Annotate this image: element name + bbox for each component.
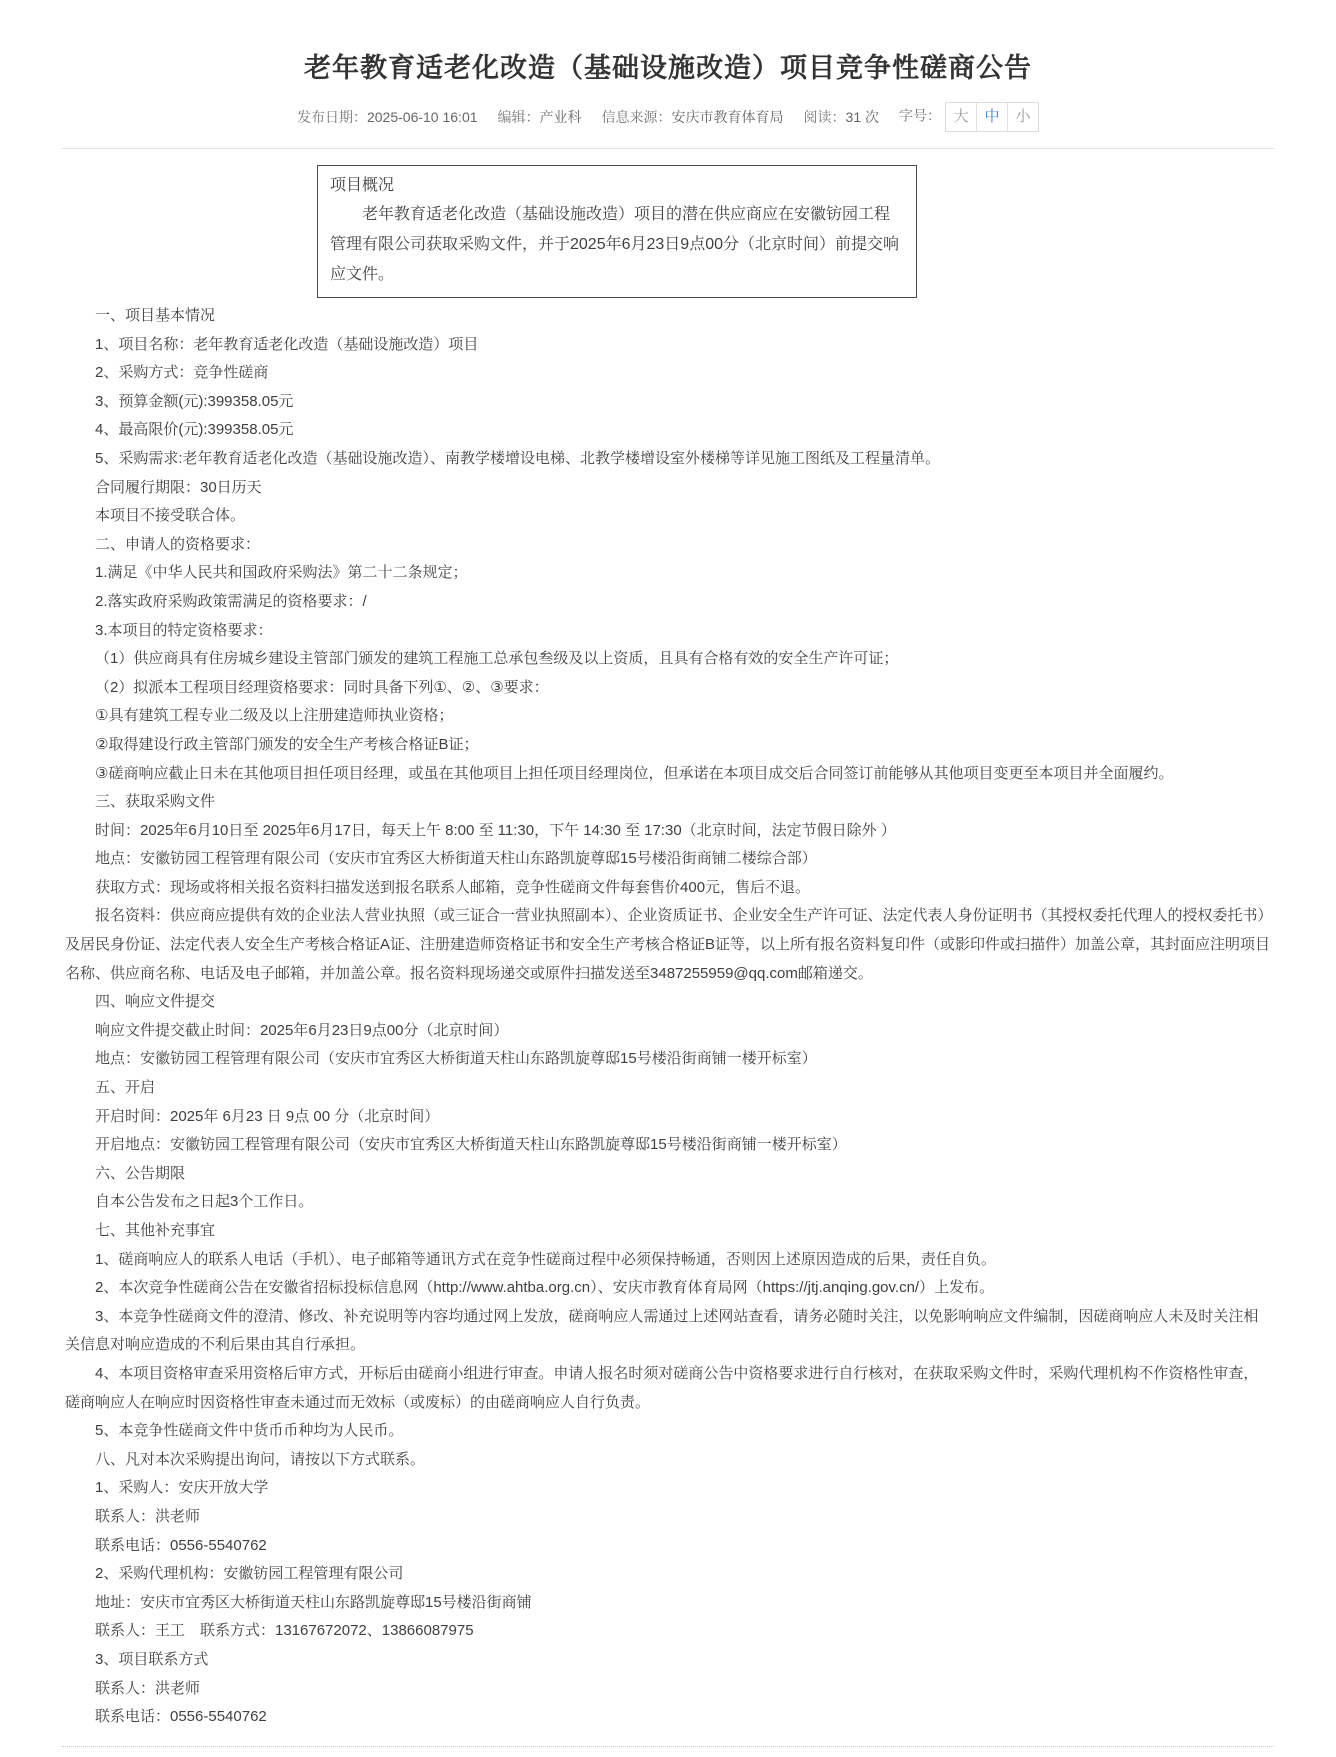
article-paragraph: 2、采购代理机构：安徽钫园工程管理有限公司 [95, 1565, 404, 1583]
article-paragraph: 开启地点：安徽钫园工程管理有限公司（安庆市宜秀区大桥街道天柱山东路凯旋尊邸15号楼沿街商铺一楼开标室） [95, 1136, 847, 1154]
article-paragraph: 1.满足《中华人民共和国政府采购法》第二十二条规定； [95, 564, 468, 582]
read-count-label: 阅读： [803, 109, 846, 125]
article-paragraph: 3、本竞争性磋商文件的澄清、修改、补充说明等内容均通过网上发放，磋商响应人需通过上述网站查看，请务必随时关注，以免影响响应文件编制，因磋商响应人未及时关注相关信息对响应造成的不利后果由其自行承担。 [65, 1307, 1259, 1354]
article-paragraph: 本项目不接受联合体。 [95, 507, 246, 525]
article-paragraph: ①具有建筑工程专业二级及以上注册建造师执业资格； [95, 707, 454, 725]
article-paragraph: 五、开启 [95, 1079, 156, 1097]
info-source [602, 107, 784, 127]
info-source-value: 安庆市教育体育局 [671, 109, 784, 125]
article-paragraph: 4、本项目资格审查采用资格后审方式，开标后由磋商小组进行审查。申请人报名时须对磋商公告中资格要求进行自行核对，在获取采购文件时，采购代理机构不作资格性审查，磋商响应人在响应时因资格性审查未通过而无效标（或废标）的由磋商响应人自行负责。 [65, 1364, 1259, 1411]
font-size-button-small[interactable]: 小 [1007, 103, 1038, 131]
article-paragraph: 联系人：王工 联系方式：13167672072、13866087975 [95, 1622, 474, 1640]
article-paragraph: 联系电话：0556-5540762 [95, 1536, 267, 1554]
article-paragraph: 二、申请人的资格要求： [95, 535, 261, 553]
editor [498, 107, 582, 127]
read-count [804, 107, 879, 127]
font-size-label: 字号： [899, 107, 941, 124]
article-paragraph: 自本公告发布之日起3个工作日。 [95, 1193, 314, 1211]
article-paragraph: 七、其他补充事宜 [95, 1222, 216, 1239]
publish-date-label: 发布日期： [296, 109, 367, 125]
article-paragraph: 3、项目联系方式 [95, 1650, 209, 1668]
article-paragraph: 地址：安庆市宜秀区大桥街道天柱山东路凯旋尊邸15号楼沿街商铺 [95, 1593, 532, 1611]
article-paragraph: 时间：2025年6月10日至 2025年6月17日，每天上午 8:00 至 11:30，下午 14:30 至 17:30（北京时间，法定节假日除外 ） [95, 821, 896, 839]
font-size-button-medium[interactable]: 中 [976, 103, 1007, 131]
overview-box-body: 老年教育适老化改造（基础设施改造）项目的潜在供应商应在安徽钫园工程管理有限公司获取采购文件，并于2025年6月23日9点00分（北京时间）前提交响应文件。 [330, 206, 899, 283]
article-paragraph: 八、凡对本次采购提出询问，请按以下方式联系。 [95, 1450, 426, 1468]
article-paragraph: 联系人：洪老师 [95, 1679, 201, 1697]
publish-date-value: 2025-06-10 16:01 [366, 109, 478, 125]
article-paragraph: 联系人：洪老师 [95, 1507, 201, 1525]
overview-box-title: 项目概况 [330, 177, 395, 194]
article-paragraph: 2、本次竞争性磋商公告在安徽省招标投标信息网（http://www.ahtba.org.cn）、安庆市教育体育局网（https://jtj.anqing.gov.cn/）上发布。 [95, 1279, 995, 1297]
article-paragraph: 2.落实政府采购政策需满足的资格要求：/ [95, 592, 367, 610]
editor-value: 产业科 [539, 109, 582, 125]
article-body [65, 302, 1271, 1732]
article-paragraph: 联系电话：0556-5540762 [95, 1708, 267, 1726]
font-size-button-large[interactable]: 大 [953, 108, 969, 125]
article-paragraph: 一、项目基本情况 [95, 307, 216, 324]
document-content [0, 165, 1336, 1732]
article-paragraph: 地点：安徽钫园工程管理有限公司（安庆市宜秀区大桥街道天柱山东路凯旋尊邸15号楼沿街商铺二楼综合部） [95, 850, 817, 868]
article-paragraph: （1）供应商具有住房城乡建设主管部门颁发的建筑工程施工总承包叁级及以上资质，且具有合格有效的安全生产许可证； [95, 650, 899, 668]
article-paragraph: 1、采购人：安庆开放大学 [95, 1479, 269, 1497]
read-count-value: 31 次 [845, 109, 879, 125]
article-paragraph: 5、采购需求:老年教育适老化改造（基础设施改造）、南教学楼增设电梯、北教学楼增设室外楼梯等详见施工图纸及工程量清单。 [95, 449, 941, 467]
page-title: 老年教育适老化改造（基础设施改造）项目竞争性磋商公告 [304, 53, 1032, 83]
article-paragraph: 3.本项目的特定资格要求： [95, 621, 273, 639]
article-paragraph: 地点：安徽钫园工程管理有限公司（安庆市宜秀区大桥街道天柱山东路凯旋尊邸15号楼沿街商铺一楼开标室） [95, 1050, 817, 1068]
article-paragraph: 4、最高限价(元):399358.05元 [95, 421, 294, 439]
font-size-button-group [945, 102, 1039, 132]
article-paragraph: 开启时间：2025年 6月23 日 9点 00 分（北京时间） [95, 1107, 440, 1125]
article-paragraph: 获取方式：现场或将相关报名资料扫描发送到报名联系人邮箱，竞争性磋商文件每套售价400元，售后不退。 [95, 878, 811, 896]
article-paragraph: 合同履行期限：30日历天 [95, 478, 262, 496]
article-paragraph: 3、预算金额(元):399358.05元 [95, 392, 294, 410]
info-source-label: 信息来源： [601, 109, 672, 125]
article-paragraph: 响应文件提交截止时间：2025年6月23日9点00分（北京时间） [95, 1021, 509, 1039]
article-paragraph: ③磋商响应截止日未在其他项目担任项目经理，或虽在其他项目上担任项目经理岗位，但承诺在本项目成交后合同签订前能够从其他项目变更至本项目并全面履约。 [95, 764, 1174, 782]
article-paragraph: 5、本竞争性磋商文件中货币币种均为人民币。 [95, 1422, 404, 1440]
publish-date [297, 107, 478, 127]
article-paragraph: 三、获取采购文件 [95, 793, 216, 811]
document-header [0, 0, 1336, 149]
meta-row [0, 102, 1336, 132]
article-paragraph: ②取得建设行政主管部门颁发的安全生产考核合格证B证； [95, 735, 479, 753]
article-paragraph: （2）拟派本工程项目经理资格要求：同时具备下列①、②、③要求： [95, 678, 549, 696]
editor-label: 编辑： [497, 109, 540, 125]
font-size-control [899, 102, 1039, 132]
article-paragraph: 1、项目名称：老年教育适老化改造（基础设施改造）项目 [95, 335, 479, 353]
header-divider [62, 148, 1274, 149]
article-paragraph: 2、采购方式：竞争性磋商 [95, 364, 269, 382]
article-paragraph: 1、磋商响应人的联系人电话（手机）、电子邮箱等通讯方式在竞争性磋商过程中必须保持畅通，否则因上述原因造成的后果，责任自负。 [95, 1250, 996, 1268]
article-paragraph: 六、公告期限 [95, 1164, 186, 1182]
article-paragraph: 四、响应文件提交 [95, 993, 216, 1011]
project-overview-box [317, 165, 917, 298]
article-paragraph: 报名资料：供应商应提供有效的企业法人营业执照（或三证合一营业执照副本）、企业资质证书、企业安全生产许可证、法定代表人身份证明书（其授权委托代理人的授权委托书）及居民身份证、法定代表人安全生产考核合格证A证、注册建造师资格证书和安全生产考核合格证B证等，以上所有报名资料复印件（或影印件或扫描件）加盖公章，其封面应注明项目名称、供应商名称、电话及电子邮箱，并加盖公章。报名资料现场递交或原件扫描发送至3487255959@qq.com邮箱递交。 [65, 907, 1271, 982]
